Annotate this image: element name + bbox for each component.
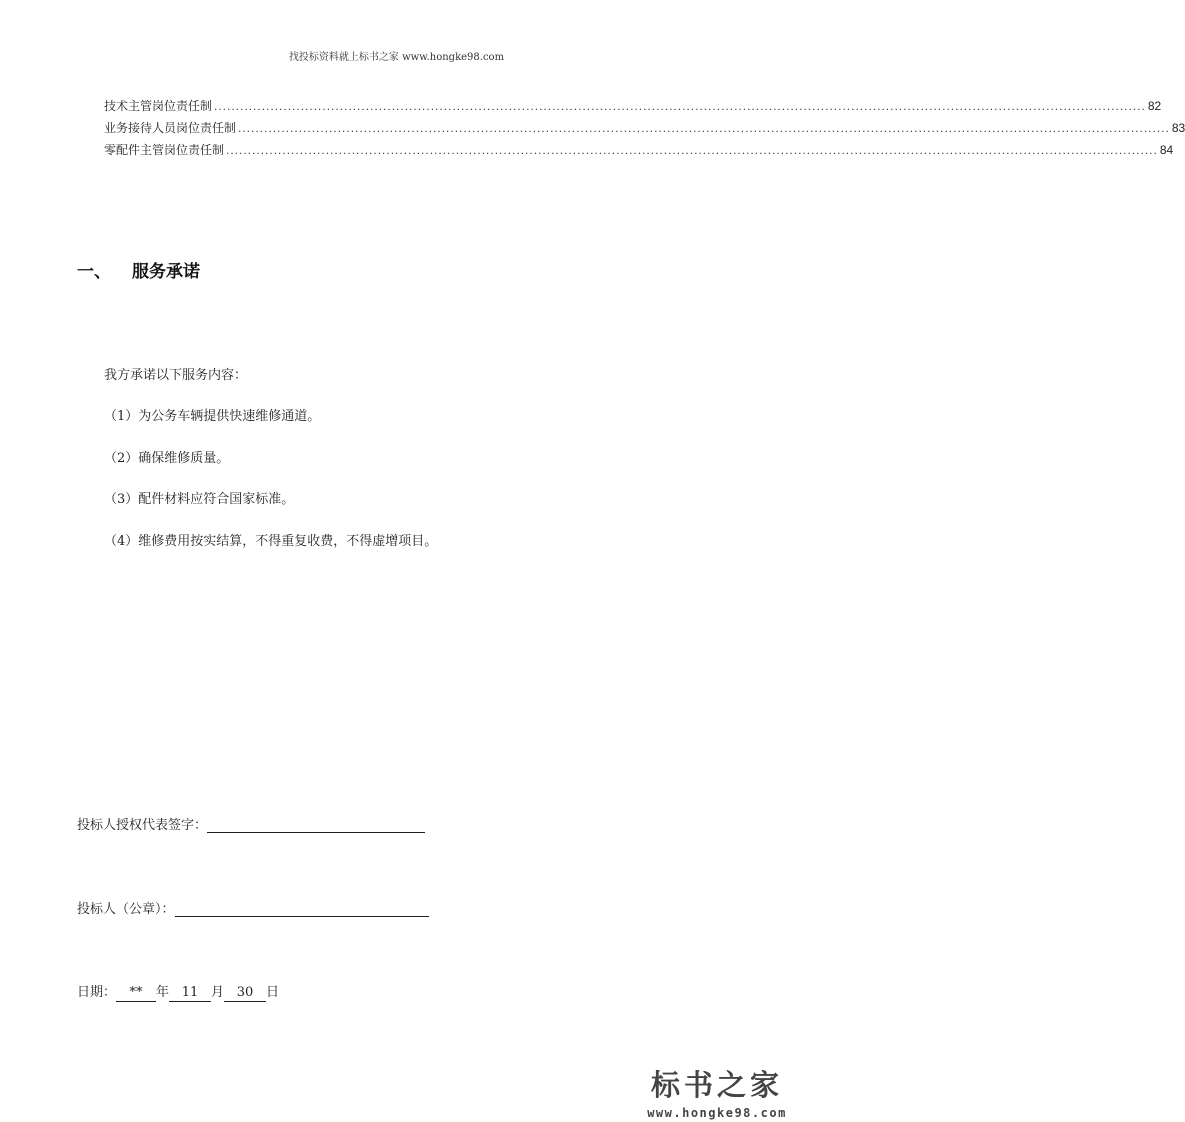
- commitment-item: （4）维修费用按实结算，不得重复收费，不得虚增项目。: [104, 534, 438, 549]
- toc-entry[interactable]: [104, 141, 1174, 163]
- date-month-field[interactable]: 11: [169, 985, 211, 1002]
- commitment-item: （2）确保维修质量。: [104, 451, 230, 466]
- date-day-unit: 日: [266, 985, 280, 1000]
- rep-signature-field[interactable]: [207, 816, 425, 833]
- date-year-field[interactable]: **: [116, 985, 156, 1002]
- date-label: 日期：: [77, 985, 117, 1000]
- toc-entry-page: 82: [1147, 99, 1162, 113]
- date-day-field[interactable]: 30: [224, 985, 266, 1002]
- page-header: 找投标资料就上标书之家 www.hongke98.com: [288, 52, 505, 63]
- toc-entry-title: 零配件主管岗位责任制: [104, 143, 225, 157]
- bidder-seal-field[interactable]: [175, 900, 429, 917]
- table-of-contents: [104, 97, 1185, 163]
- date-month-unit: 月: [211, 985, 225, 1000]
- commitment-item: （3）配件材料应符合国家标准。: [104, 492, 295, 507]
- toc-entry-title: 业务接待人员岗位责任制: [104, 121, 237, 135]
- date-row: [77, 981, 279, 1002]
- toc-leader-dots: .......................................................................................................................................................................................................................: [238, 121, 1170, 135]
- section-heading: [77, 257, 200, 282]
- watermark-logo: [642, 1063, 792, 1120]
- commitment-item: （1）为公务车辆提供快速维修通道。: [104, 409, 321, 424]
- logo-url: www.hongke98.com: [647, 1106, 787, 1120]
- toc-leader-dots: .......................................................................................................................................................................................................................: [214, 99, 1146, 113]
- intro-text: 我方承诺以下服务内容：: [104, 368, 248, 383]
- bidder-seal-row: [77, 898, 429, 917]
- rep-signature-row: [77, 814, 425, 833]
- toc-entry-page: 84: [1159, 143, 1174, 157]
- section-number: 一、: [77, 262, 111, 282]
- section-title: 服务承诺: [132, 262, 200, 282]
- toc-leader-dots: .......................................................................................................................................................................................................................: [226, 143, 1158, 157]
- date-year-unit: 年: [156, 985, 170, 1000]
- toc-entry[interactable]: [104, 119, 1185, 141]
- toc-entry-title: 技术主管岗位责任制: [104, 99, 213, 113]
- toc-entry-page: 83: [1171, 121, 1185, 135]
- bidder-seal-label: 投标人（公章）：: [77, 902, 175, 917]
- rep-signature-label: 投标人授权代表签字：: [77, 818, 208, 833]
- logo-text: 标书之家: [650, 1068, 783, 1102]
- toc-entry[interactable]: [104, 97, 1162, 119]
